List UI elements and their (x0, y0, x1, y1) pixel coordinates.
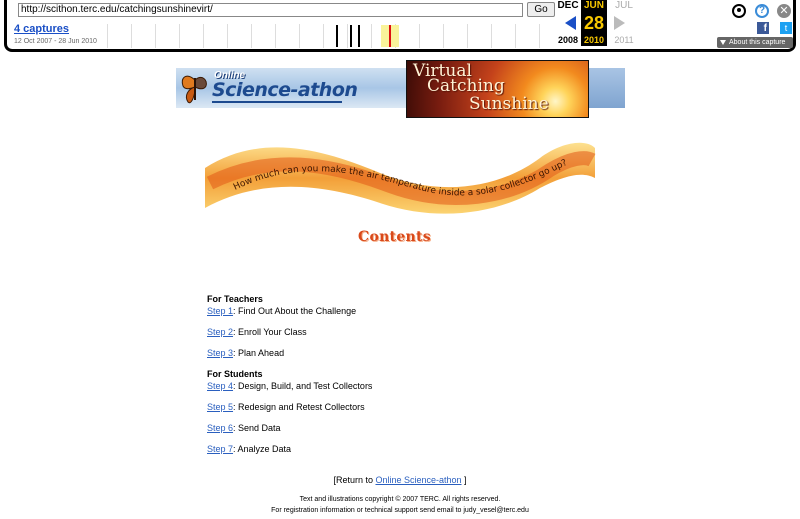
step-item (207, 348, 284, 358)
current-year: 2010 (583, 35, 605, 45)
butterfly-icon (180, 72, 210, 106)
step-link[interactable]: Step 6 (207, 423, 234, 433)
contents-heading: Contents (358, 229, 431, 245)
current-month: JUN (581, 0, 607, 46)
step-item (207, 327, 307, 337)
step-link[interactable]: Step 7 (207, 444, 234, 454)
step-link[interactable]: Step 2 (207, 327, 234, 337)
about-capture-button[interactable]: About this capture (717, 37, 793, 48)
teachers-heading: For Teachers (207, 294, 263, 304)
twitter-icon[interactable]: t (780, 22, 792, 34)
prev-capture-arrow-icon[interactable] (565, 16, 576, 30)
facebook-icon[interactable]: f (757, 22, 769, 34)
help-icon[interactable]: ? (755, 4, 769, 18)
prev-month[interactable]: DEC (557, 0, 579, 11)
sparkline-divider (107, 24, 108, 48)
sparkline-divider (203, 24, 204, 48)
step-description: : Analyze Data (233, 444, 292, 454)
step-item (207, 444, 291, 454)
return-suffix: ] (461, 475, 467, 485)
current-day: 28 (583, 13, 605, 33)
sparkline-divider (155, 24, 156, 48)
step-description: : Design, Build, and Test Collectors (233, 381, 373, 391)
sparkline-divider (371, 24, 372, 48)
sparkline-divider (539, 24, 540, 48)
banner-title-line3: Sunshine (469, 94, 549, 114)
step-item (207, 381, 372, 391)
sparkline-divider (275, 24, 276, 48)
step-item (207, 402, 365, 412)
question-swirl-graphic (200, 128, 600, 228)
step-description: : Plan Ahead (233, 348, 285, 358)
banner-title-line2: Catching (427, 76, 505, 96)
sparkline-divider (179, 24, 180, 48)
virtual-catching-sunshine-banner (406, 60, 589, 118)
step-link[interactable]: Step 1 (207, 306, 234, 316)
sparkline-divider (227, 24, 228, 48)
step-link[interactable]: Step 4 (207, 381, 234, 391)
captures-link[interactable]: 4 captures (14, 23, 70, 35)
capture-date-range: 12 Oct 2007 - 28 Jun 2010 (14, 38, 97, 45)
step-description: : Enroll Your Class (233, 327, 307, 337)
return-prefix: [Return to (333, 475, 376, 485)
sparkline-divider (467, 24, 468, 48)
step-description: : Redesign and Retest Collectors (233, 402, 365, 412)
sparkline-divider (491, 24, 492, 48)
logo-science-athon[interactable]: Science-athon (212, 79, 358, 101)
students-heading: For Students (207, 369, 263, 379)
go-button[interactable]: Go (527, 2, 555, 17)
next-year[interactable]: 2011 (614, 35, 634, 45)
capture-bar[interactable] (358, 25, 360, 47)
prev-year[interactable]: 2008 (557, 35, 579, 45)
logo-online-text: Online (214, 70, 246, 81)
close-icon[interactable]: ✕ (777, 4, 791, 18)
step-description: : Send Data (233, 423, 281, 433)
copyright-text: Text and illustrations copyright © 2007 TERC. All rights reserved. (299, 496, 501, 503)
capture-bar[interactable] (336, 25, 338, 47)
sparkline-divider (299, 24, 300, 48)
sparkline-divider (419, 24, 420, 48)
step-description: : Find Out About the Challenge (233, 306, 357, 316)
sparkline-divider (131, 24, 132, 48)
banner-sky-strip (589, 68, 625, 108)
wayback-toolbar (4, 0, 796, 52)
sparkline-divider (323, 24, 324, 48)
user-icon[interactable] (732, 4, 746, 18)
step-link[interactable]: Step 5 (207, 402, 234, 412)
step-item (207, 423, 281, 433)
support-text: For registration information or technical support send email to judy_vesel@terc.edu (271, 507, 529, 514)
return-line (0, 475, 800, 485)
banner-title-line1: Virtual (413, 61, 472, 81)
question-text-path: How much can you make the air temperature inside a solar collector go up? (232, 157, 569, 199)
capture-sparkline[interactable] (107, 24, 547, 48)
step-item (207, 306, 356, 316)
step-link[interactable]: Step 3 (207, 348, 234, 358)
capture-bar[interactable] (350, 25, 352, 47)
url-input[interactable]: http://scithon.terc.edu/catchingsunshinevirt/ (18, 3, 523, 17)
sparkline-divider (443, 24, 444, 48)
next-month[interactable]: JUL (615, 0, 633, 11)
sparkline-divider (251, 24, 252, 48)
return-link[interactable]: Online Science-athon (375, 475, 462, 485)
current-capture-bar[interactable] (389, 25, 391, 47)
sparkline-divider (515, 24, 516, 48)
sparkline-divider (347, 24, 348, 48)
logo-underline (212, 101, 342, 103)
next-capture-arrow-icon[interactable] (614, 16, 625, 30)
